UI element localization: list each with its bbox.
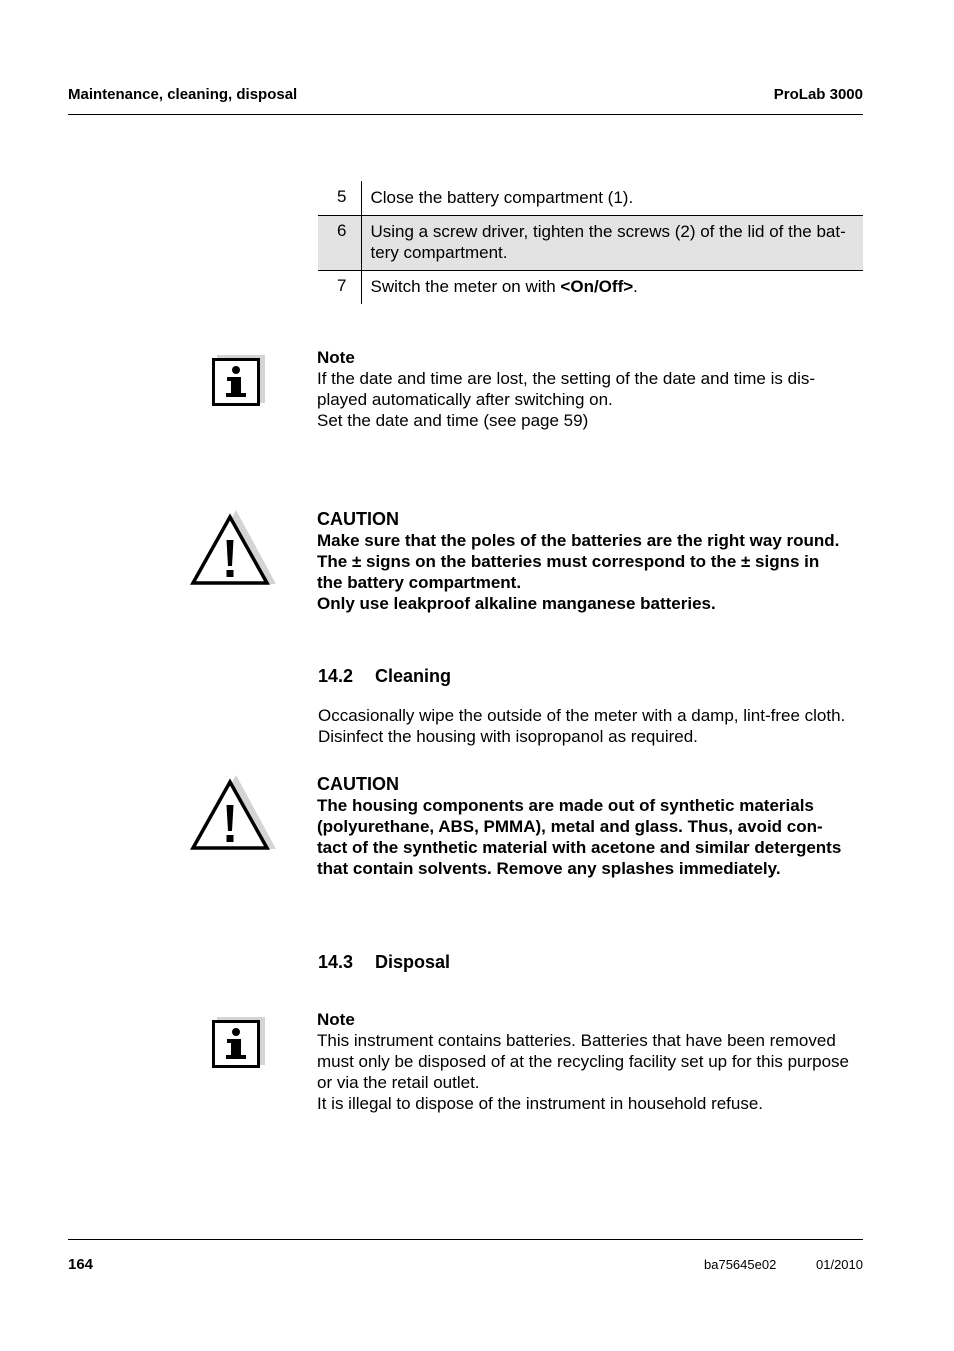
caution-line: Make sure that the poles of the batteries are the right way round. <box>317 531 840 550</box>
step-text-line: tery compartment. <box>370 242 508 262</box>
caution-title: CAUTION <box>317 509 399 529</box>
caution-line: tact of the synthetic material with acetone and similar detergents <box>317 838 842 857</box>
footer-rule <box>68 1239 863 1240</box>
note-block <box>317 1009 865 1114</box>
header-rule <box>68 114 863 115</box>
paragraph-line: Occasionally wipe the outside of the meter with a damp, lint-free cloth. <box>318 706 846 725</box>
step-number: 5 <box>337 187 347 206</box>
paragraph-line: Disinfect the housing with isopropanol as required. <box>318 727 698 746</box>
section-heading-cleaning <box>318 666 451 687</box>
steps-table <box>318 181 863 304</box>
step-text-line: Using a screw driver, tighten the screws (2) of the lid of the bat- <box>370 221 846 241</box>
step-text: Close the battery compartment (1). <box>361 181 863 215</box>
note-line: If the date and time are lost, the setting of the date and time is dis- <box>317 369 816 388</box>
note-title: Note <box>317 1010 355 1029</box>
note-line: played automatically after switching on. <box>317 390 613 409</box>
page-number: 164 <box>68 1256 94 1273</box>
running-header-section: Maintenance, cleaning, disposal <box>68 86 298 103</box>
note-line: or via the retail outlet. <box>317 1073 480 1092</box>
caution-block <box>317 509 865 614</box>
warning-icon <box>188 773 278 853</box>
section-number: 14.3 <box>318 952 354 972</box>
info-icon <box>208 352 268 410</box>
section-title: Disposal <box>375 952 451 972</box>
note-line: This instrument contains batteries. Batteries that have been removed <box>317 1031 836 1050</box>
step-row <box>318 181 863 215</box>
info-icon <box>208 1014 268 1072</box>
caution-block <box>317 774 865 879</box>
step-text-lead: Switch the meter on with <box>370 276 561 296</box>
note-line: Set the date and time (see page 59) <box>317 411 589 430</box>
step-row <box>318 270 863 304</box>
step-row <box>318 215 863 270</box>
caution-line: The ± signs on the batteries must correspond to the ± signs in <box>317 552 820 571</box>
note-title: Note <box>317 348 355 367</box>
step-number: 6 <box>318 215 361 270</box>
note-block <box>317 347 865 431</box>
section-number: 14.2 <box>318 666 354 686</box>
document-date: 01/2010 <box>816 1257 863 1272</box>
note-line: must only be disposed of at the recycling facility set up for this purpose <box>317 1052 849 1071</box>
caution-line: (polyurethane, ABS, PMMA), metal and glass. Thus, avoid con- <box>317 817 823 836</box>
warning-icon <box>188 508 278 588</box>
section-title: Cleaning <box>375 666 452 686</box>
step-text <box>361 270 863 304</box>
caution-line: that contain solvents. Remove any splashes immediately. <box>317 859 781 878</box>
key-label: <On/Off> <box>560 276 634 296</box>
note-line: It is illegal to dispose of the instrument in household refuse. <box>317 1094 764 1113</box>
section-heading-disposal <box>318 952 450 973</box>
document-id: ba75645e02 <box>704 1257 777 1272</box>
step-number: 7 <box>337 275 347 295</box>
caution-title: CAUTION <box>317 774 399 794</box>
step-text <box>361 215 863 270</box>
step-text-end: . <box>633 276 638 296</box>
caution-line: the battery compartment. <box>317 573 522 592</box>
caution-line: Only use leakproof alkaline manganese batteries. <box>317 594 716 613</box>
running-header-product: ProLab 3000 <box>773 86 863 103</box>
cleaning-paragraph <box>318 705 866 747</box>
caution-line: The housing components are made out of synthetic materials <box>317 796 814 815</box>
